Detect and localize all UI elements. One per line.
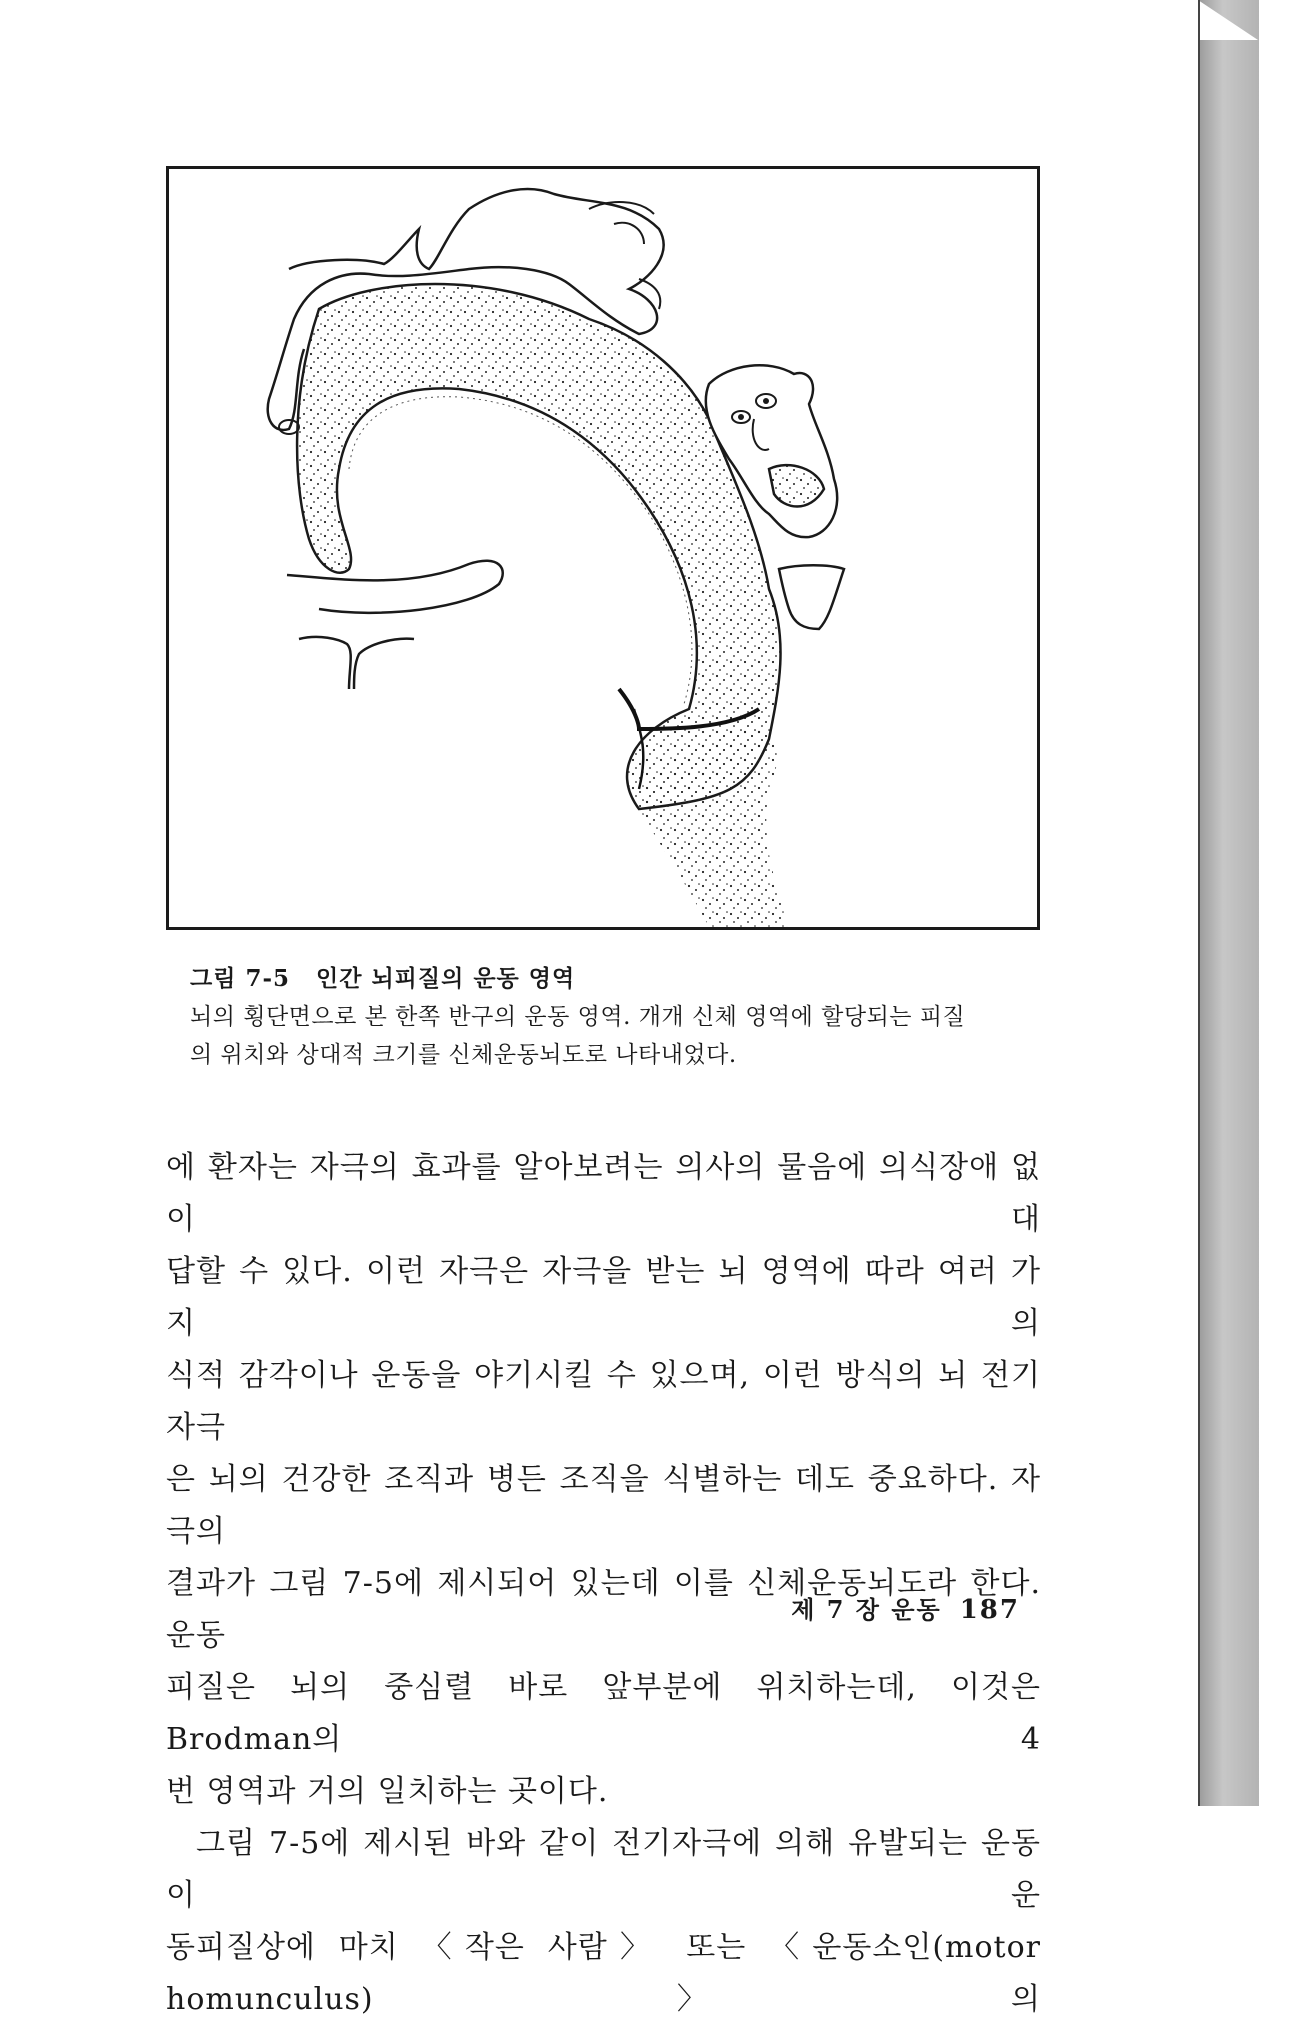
body-line: 동피질상에 마치 〈작은 사람〉 또는 〈운동소인(motor homunculus)〉의 bbox=[166, 1930, 1041, 2017]
chapter-label: 제 7 장 운동 bbox=[791, 1595, 942, 1624]
caption-description-line: 의 위치와 상대적 크기를 신체운동뇌도로 나타내었다. bbox=[190, 1042, 737, 1068]
body-line: 에 환자는 자극의 효과를 알아보려는 의사의 물음에 의식장애 없이 대 bbox=[166, 1150, 1041, 1237]
page-footer bbox=[780, 1590, 1020, 1625]
body-line: 그림 7-5에 제시된 바와 같이 전기자극에 의해 유발되는 운동이 운 bbox=[166, 1826, 1041, 1913]
homunculus-larynx bbox=[779, 565, 844, 629]
caption-title bbox=[190, 960, 1030, 998]
body-line: 식적 감각이나 운동을 야기시킬 수 있으며, 이런 방식의 뇌 전기자극 bbox=[166, 1358, 1041, 1445]
body-line: 답할 수 있다. 이런 자극은 자극을 받는 뇌 영역에 따라 여러 가지 의 bbox=[166, 1254, 1041, 1341]
body-line: 피질은 뇌의 중심렬 바로 앞부분에 위치하는데, 이것은 Brodman의 4 bbox=[166, 1670, 1041, 1757]
caption-title-text: 인간 뇌피질의 운동 영역 bbox=[316, 965, 576, 992]
caption-figure-number: 그림 7-5 bbox=[190, 965, 290, 992]
body-line: 은 뇌의 건강한 조직과 병든 조직을 식별하는 데도 중요하다. 자극의 bbox=[166, 1462, 1041, 1549]
motor-homunculus-drawing bbox=[169, 169, 1037, 927]
figure-7-5 bbox=[166, 166, 1040, 930]
book-page-edges bbox=[1198, 0, 1259, 1806]
cortex-band bbox=[297, 284, 780, 809]
body-line: 결과가 그림 7-5에 제시되어 있는데 이를 신체운동뇌도라 한다. 운동 bbox=[166, 1566, 1041, 1653]
page-number: 187 bbox=[959, 1595, 1020, 1625]
caption-description-line: 뇌의 횡단면으로 본 한쪽 반구의 운동 영역. 개개 신체 영역에 할당되는 피질 bbox=[190, 1004, 966, 1030]
body-text bbox=[166, 1142, 1041, 2026]
body-line: 번 영역과 거의 일치하는 곳이다. bbox=[166, 1774, 609, 1809]
figure-caption bbox=[190, 960, 1030, 1074]
